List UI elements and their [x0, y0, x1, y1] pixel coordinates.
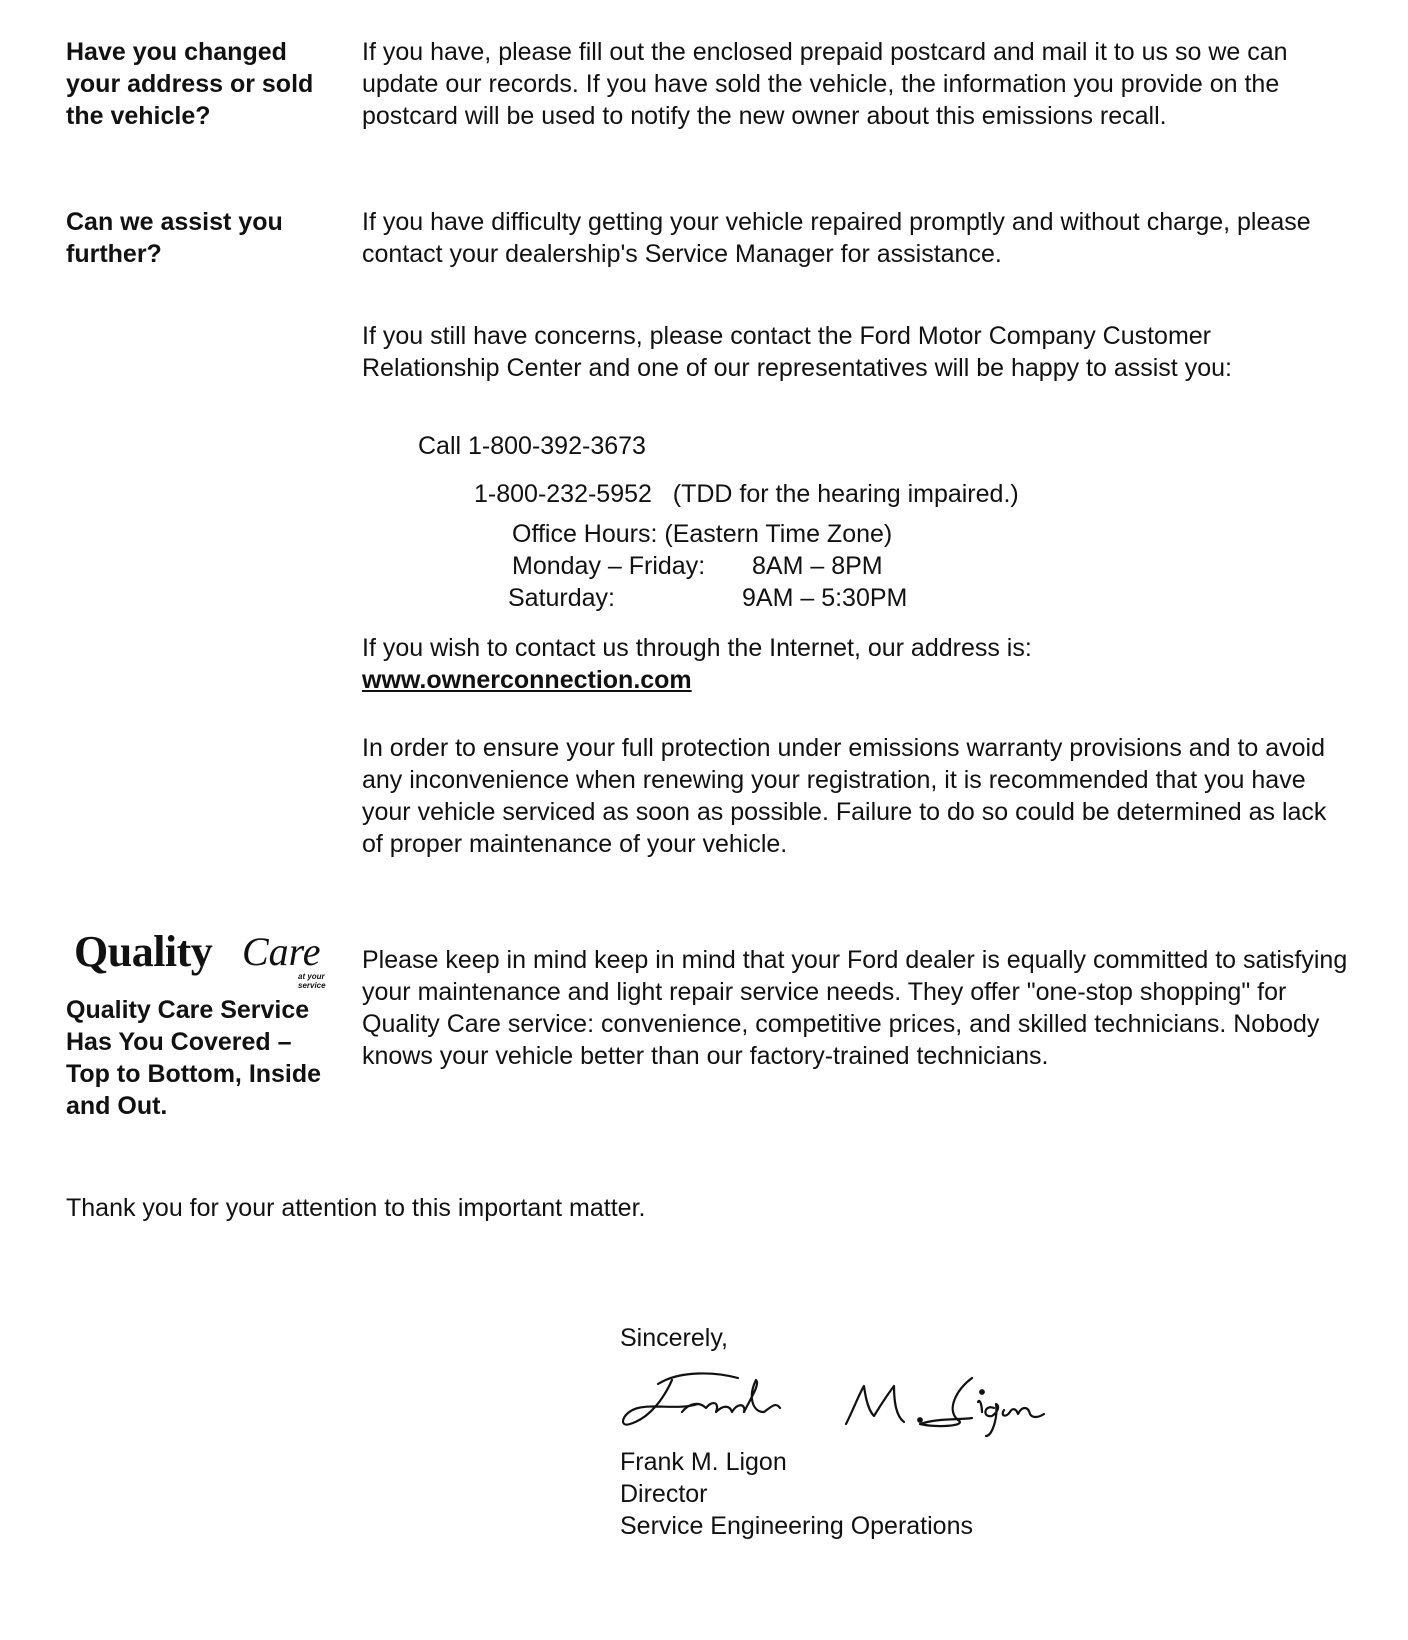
website-link[interactable]: www.ownerconnection.com: [362, 666, 692, 694]
signature: [620, 1362, 1060, 1452]
weekday-hours: 8AM – 8PM: [752, 552, 883, 580]
tdd-line: 1-800-232-5952 (TDD for the hearing impaired.): [474, 480, 1019, 508]
saturday-hours: 9AM – 5:30PM: [742, 584, 908, 612]
assist-para-1: If you have difficulty getting your vehicle repaired promptly and without charge, please contact your dealership's Service Manager for assistance.: [362, 208, 1311, 268]
logo-tagline: at your service: [298, 972, 326, 990]
assist-section-label: Can we assist you further?: [66, 208, 283, 268]
quality-care-logo: [66, 927, 342, 990]
call-line: Call 1-800-392-3673: [418, 432, 646, 460]
signer-title: Director: [620, 1480, 708, 1508]
quality-section-label: Quality Care Service Has You Covered – Top to Bottom, Inside and Out.: [66, 996, 322, 1120]
address-section-label: Have you changed your address or sold the vehicle?: [66, 38, 314, 130]
sincerely: Sincerely,: [620, 1324, 728, 1352]
internet-text: If you wish to contact us through the Internet, our address is:: [362, 634, 1032, 662]
warranty-paragraph: In order to ensure your full protection under emissions warranty provisions and to avoid any inconvenience when renewing your registration, it is recommended that you have your vehicle serviced as soon as possible. Failure to do so could be determined as lack of proper maintenance of your vehicle.: [362, 734, 1327, 858]
assist-para-2: If you still have concerns, please contact the Ford Motor Company Customer Relationship Center and one of our representatives will be happy to assist you:: [362, 322, 1232, 382]
signer-department: Service Engineering Operations: [620, 1512, 973, 1540]
logo-quality-word: Quality: [74, 927, 213, 976]
saturday-label: Saturday:: [508, 584, 616, 612]
logo-care-word: Care: [242, 929, 321, 974]
weekday-label: Monday – Friday:: [512, 552, 706, 580]
quality-section-body: Please keep in mind keep in mind that your Ford dealer is equally committed to satisfying your maintenance and light repair service needs. They offer "one-stop shopping" for Quality Care service: convenience, competitive prices, and skilled technicians. Nobody knows your vehicle better than our factory-trained technicians.: [362, 946, 1348, 1070]
office-hours: Office Hours: (Eastern Time Zone): [512, 520, 893, 548]
signer-name: Frank M. Ligon: [620, 1448, 787, 1476]
thanks-line: Thank you for your attention to this important matter.: [66, 1194, 646, 1222]
address-section-body: If you have, please fill out the enclosed prepaid postcard and mail it to us so we can update our records. If you have sold the vehicle, the information you provide on the postcard will be used to notify the new owner about this emissions recall.: [362, 38, 1288, 130]
